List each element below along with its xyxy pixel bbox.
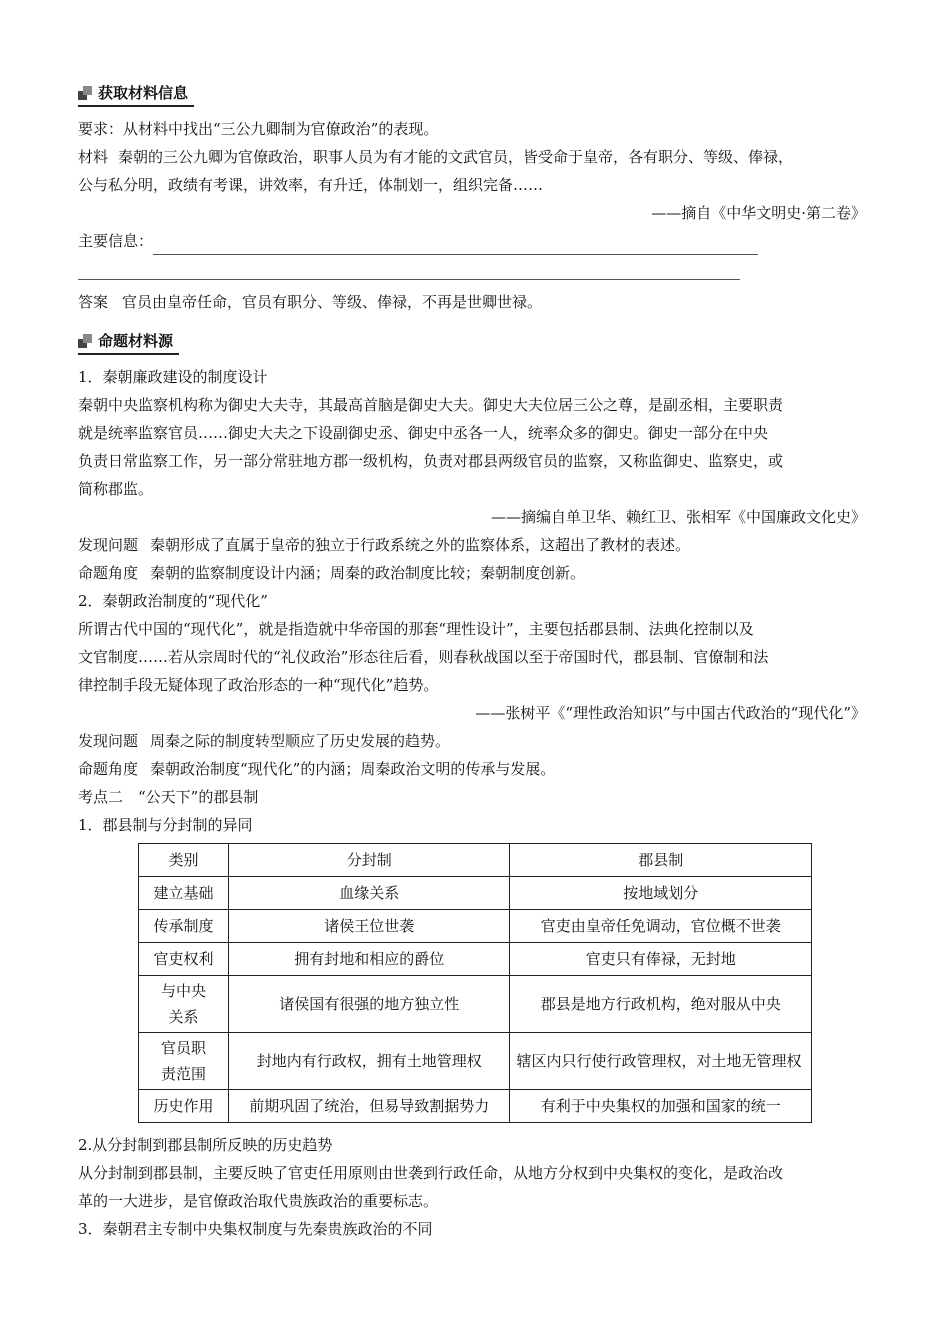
table-cell: 官吏只有俸禄，无封地 <box>510 943 812 976</box>
kaodian-title: 考点二 “公天下”的郡县制 <box>78 788 259 806</box>
item1-title: 1．秦朝廉政建设的制度设计 <box>78 368 268 386</box>
table-row <box>139 910 812 943</box>
item2-find-text: 周秦之际的制度转型顺应了历史发展的趋势。 <box>150 732 451 750</box>
table-cell: 辖区内只行使行政管理权，对土地无管理权 <box>510 1033 812 1090</box>
item2-para-1: 所谓古代中国的“现代化”，就是指造就中华帝国的那套“理性设计”，主要包括郡县制、法典化控制以及 <box>78 620 754 638</box>
item1-angle-tag: 命题角度 <box>78 564 139 582</box>
table-cell: 前期巩固了统治，但易导致割据势力 <box>228 1090 510 1123</box>
table-cell: 传承制度 <box>139 910 229 943</box>
kaodian-sub3: 3．秦朝君主专制中央集权制度与先秦贵族政治的不同 <box>78 1220 433 1238</box>
section-heading-text: 获取材料信息 <box>98 84 189 102</box>
page <box>78 82 878 1243</box>
kaodian-sub2: 2.从分封制到郡县制所反映的历史趋势 <box>78 1136 333 1154</box>
item2-angle-tag: 命题角度 <box>78 760 139 778</box>
table-header-cell: 类别 <box>139 844 229 877</box>
item2-angle-text: 秦朝政治制度“现代化”的内涵；周秦政治文明的传承与发展。 <box>150 760 556 778</box>
answer-text: 官员由皇帝任命，官员有职分、等级、俸禄，不再是世卿世禄。 <box>122 293 543 311</box>
material-tag: 材料 <box>78 148 109 166</box>
table-cell: 官员职责范围 <box>139 1033 229 1090</box>
table-cell: 封地内有行政权，拥有土地管理权 <box>228 1033 510 1090</box>
table-cell: 官吏由皇帝任免调动，官位概不世袭 <box>510 910 812 943</box>
item1-find-text: 秦朝形成了直属于皇帝的独立于行政系统之外的监察体系，这超出了教材的表述。 <box>150 536 691 554</box>
section-heading-material-info <box>78 82 194 107</box>
kaodian-sub2-para-1: 从分封制到郡县制，主要反映了官吏任用原则由世袭到行政任命，从地方分权到中央集权的变化，是政治改 <box>78 1164 784 1182</box>
table-cell: 诸侯王位世袭 <box>228 910 510 943</box>
item2-title: 2．秦朝政治制度的“现代化” <box>78 592 268 610</box>
table-cell: 官吏权利 <box>139 943 229 976</box>
section-heading-text: 命题材料源 <box>98 332 174 350</box>
table-cell: 血缘关系 <box>228 877 510 910</box>
section-square-icon <box>78 334 92 348</box>
main-info-row-2 <box>78 261 878 280</box>
item2-para-3: 律控制手段无疑体现了政治形态的一种“现代化”趋势。 <box>78 676 439 694</box>
item2-find-row <box>78 727 878 755</box>
table-header-cell: 郡县制 <box>510 844 812 877</box>
item2-angle-row <box>78 755 878 783</box>
table-row <box>139 1033 812 1090</box>
requirement-text: 要求：从材料中找出“三公九卿制为官僚政治”的表现。 <box>78 120 439 138</box>
material-line-1 <box>78 143 878 171</box>
item1-find-tag: 发现问题 <box>78 536 139 554</box>
table-cell: 与中央关系 <box>139 976 229 1033</box>
material-text-1: 秦朝的三公九卿为官僚政治，职事人员为有才能的文武官员，皆受命于皇帝，各有职分、等级、俸禄， <box>118 148 794 166</box>
item1-para-2: 就是统率监察官员……御史大夫之下设副御史丞、御史中丞各一人，统率众多的御史。御史一部分在中央 <box>78 424 769 442</box>
table-cell: 郡县是地方行政机构，绝对服从中央 <box>510 976 812 1033</box>
table-row <box>139 976 812 1033</box>
table-header-cell: 分封制 <box>228 844 510 877</box>
table-row <box>139 877 812 910</box>
table-cell: 历史作用 <box>139 1090 229 1123</box>
table-cell: 建立基础 <box>139 877 229 910</box>
kaodian-sub2-para-2: 革的一大进步，是官僚政治取代贵族政治的重要标志。 <box>78 1192 439 1210</box>
item2-find-tag: 发现问题 <box>78 732 139 750</box>
item1-angle-row <box>78 559 878 587</box>
section-square-icon <box>78 86 92 100</box>
table-cell: 拥有封地和相应的爵位 <box>228 943 510 976</box>
answer-line <box>78 288 878 316</box>
item2-source: ——张树平《“理性政治知识”与中国古代政治的“现代化”》 <box>475 704 866 722</box>
item1-para-1: 秦朝中央监察机构称为御史大夫寺，其最高首脑是御史大夫。御史大夫位居三公之尊，是副丞相，主要职责 <box>78 396 784 414</box>
kaodian-sub1: 1．郡县制与分封制的异同 <box>78 816 253 834</box>
main-info-row <box>78 227 878 255</box>
item2-para-2: 文官制度……若从宗周时代的“礼仪政治”形态往后看，则春秋战国以至于帝国时代，郡县制、官僚制和法 <box>78 648 769 666</box>
item1-para-3: 负责日常监察工作，另一部分常驻地方郡一级机构，负责对郡县两级官员的监察，又称监御史、监察史，或 <box>78 452 784 470</box>
main-info-label: 主要信息： <box>78 232 154 250</box>
main-info-blank-line-2[interactable] <box>78 261 740 280</box>
item1-source: ——摘编自单卫华、赖红卫、张相军《中国廉政文化史》 <box>490 508 866 526</box>
table-cell: 按地域划分 <box>510 877 812 910</box>
item1-find-row <box>78 531 878 559</box>
main-info-blank-line-1[interactable] <box>153 236 758 255</box>
material-text-2: 公与私分明，政绩有考课，讲效率，有升迁，体制划一，组织完备…… <box>78 176 544 194</box>
table-cell: 有利于中央集权的加强和国家的统一 <box>510 1090 812 1123</box>
item1-para-4: 简称郡监。 <box>78 480 154 498</box>
table-row <box>139 1090 812 1123</box>
item1-angle-text: 秦朝的监察制度设计内涵；周秦的政治制度比较；秦朝制度创新。 <box>150 564 586 582</box>
answer-tag: 答案 <box>78 293 109 311</box>
comparison-table <box>138 843 812 1123</box>
table-header-row <box>139 844 812 877</box>
table-row <box>139 943 812 976</box>
material-source: ——摘自《中华文明史·第二卷》 <box>651 204 866 222</box>
section-heading-sources <box>78 330 179 355</box>
table-cell: 诸侯国有很强的地方独立性 <box>228 976 510 1033</box>
